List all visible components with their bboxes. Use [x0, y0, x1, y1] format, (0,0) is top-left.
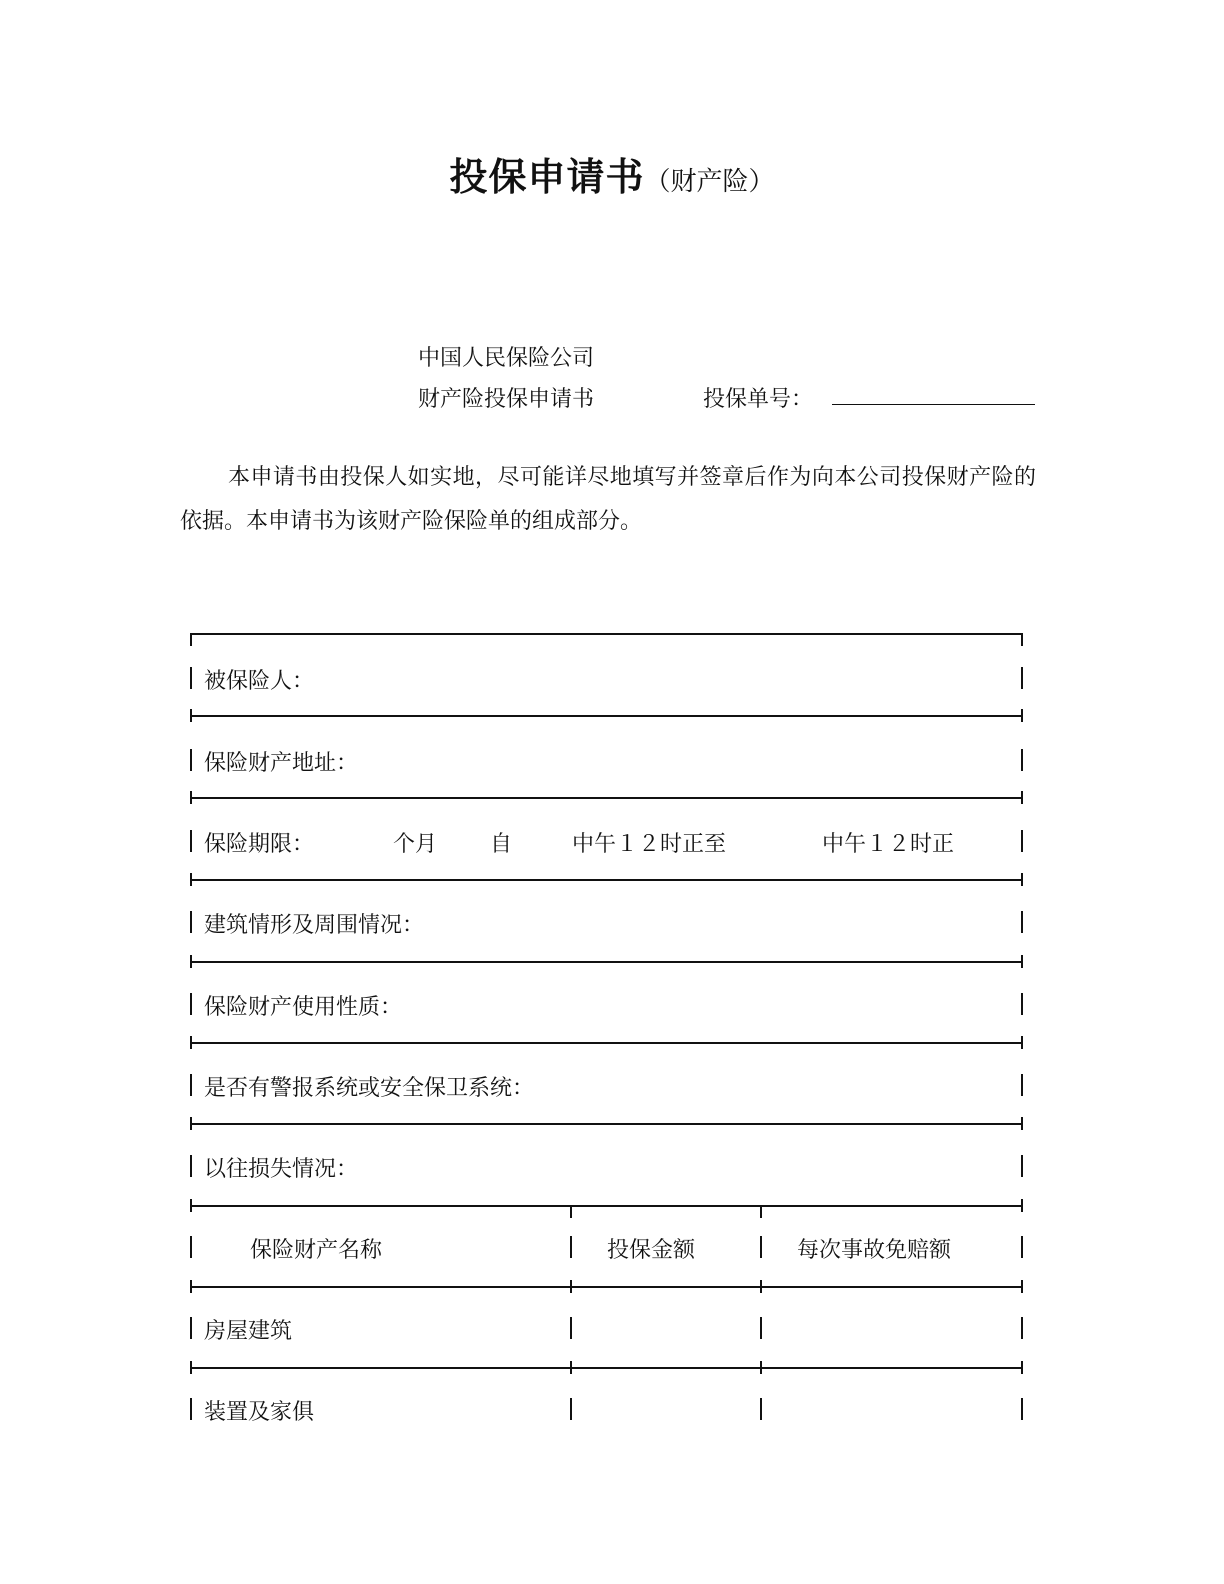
usage-label: 保险财产使用性质：	[204, 995, 403, 1020]
loss-history-label: 以往损失情况：	[204, 1157, 359, 1182]
bar	[1021, 830, 1023, 852]
rule-5	[190, 1042, 1022, 1044]
tick	[760, 1280, 762, 1293]
bar	[1021, 1236, 1023, 1258]
period-from: 自	[490, 832, 513, 857]
bar	[570, 1317, 572, 1339]
rule-9	[190, 1367, 1022, 1369]
rule-top	[190, 633, 1022, 635]
table-header-name: 保险财产名称	[250, 1238, 383, 1263]
tick	[1021, 791, 1023, 804]
rule-1	[190, 715, 1022, 717]
bar	[1021, 911, 1023, 933]
tick	[1021, 1361, 1023, 1374]
bar	[570, 1398, 572, 1420]
tick	[760, 1205, 762, 1218]
bar	[190, 993, 192, 1015]
rule-2	[190, 797, 1022, 799]
table-row-fixtures: 装置及家俱	[204, 1400, 315, 1425]
bar	[1021, 1398, 1023, 1420]
rule-4	[190, 961, 1022, 963]
tick	[190, 633, 192, 646]
bar	[570, 1236, 572, 1258]
bar	[190, 1317, 192, 1339]
table-header-deductible: 每次事故免赔额	[797, 1238, 952, 1263]
tick	[760, 1361, 762, 1374]
building-label: 建筑情形及周围情况：	[204, 913, 425, 938]
bar	[190, 667, 192, 689]
bar	[190, 830, 192, 852]
tick	[570, 1280, 572, 1293]
tick	[190, 709, 192, 722]
bar	[1021, 1317, 1023, 1339]
tick	[1021, 955, 1023, 968]
rule-6	[190, 1123, 1022, 1125]
bar	[1021, 667, 1023, 689]
alarm-label: 是否有警报系统或安全保卫系统：	[204, 1076, 535, 1101]
tick	[190, 955, 192, 968]
tick	[1021, 1036, 1023, 1049]
bar	[1021, 1074, 1023, 1096]
address-label: 保险财产地址：	[204, 751, 359, 776]
policy-no-label: 投保单号：	[703, 387, 814, 412]
tick	[1021, 709, 1023, 722]
tick	[1021, 873, 1023, 886]
title-sub: （财产险）	[644, 167, 775, 197]
tick	[1021, 1117, 1023, 1130]
tick	[190, 1280, 192, 1293]
tick	[570, 1205, 572, 1218]
tick	[190, 1036, 192, 1049]
period-months: 个月	[393, 832, 438, 857]
company-name: 中国人民保险公司	[418, 346, 595, 371]
bar	[760, 1317, 762, 1339]
tick	[190, 1117, 192, 1130]
rule-3	[190, 879, 1022, 881]
bar	[760, 1236, 762, 1258]
table-row-building: 房屋建筑	[204, 1319, 293, 1344]
tick	[1021, 1280, 1023, 1293]
bar	[760, 1398, 762, 1420]
tick	[1021, 633, 1023, 646]
title-main: 投保申请书	[449, 155, 645, 199]
page-title	[0, 146, 1224, 201]
bar	[1021, 993, 1023, 1015]
bar	[190, 1236, 192, 1258]
tick	[190, 1199, 192, 1212]
period-noon-to: 中午１２时正至	[572, 832, 727, 857]
bar	[190, 911, 192, 933]
bar	[190, 1074, 192, 1096]
bar	[190, 1155, 192, 1177]
bar	[190, 1398, 192, 1420]
tick	[1021, 1199, 1023, 1212]
tick	[190, 791, 192, 804]
policy-no-field[interactable]	[832, 404, 1035, 405]
period-label: 保险期限：	[204, 832, 315, 857]
bar	[1021, 1155, 1023, 1177]
rule-8	[190, 1286, 1022, 1288]
tick	[190, 1361, 192, 1374]
rule-7	[190, 1205, 1022, 1207]
form-name: 财产险投保申请书	[418, 387, 595, 412]
intro-paragraph: 本申请书由投保人如实地，尽可能详尽地填写并签章后作为向本公司投保财产险的依据。本申请书为该财产险保险单的组成部分。	[180, 465, 1036, 534]
table-header-amount: 投保金额	[607, 1238, 696, 1263]
tick	[570, 1361, 572, 1374]
bar	[190, 749, 192, 771]
bar	[1021, 749, 1023, 771]
tick	[190, 873, 192, 886]
insured-label: 被保险人：	[204, 669, 315, 694]
period-noon: 中午１２时正	[822, 832, 955, 857]
